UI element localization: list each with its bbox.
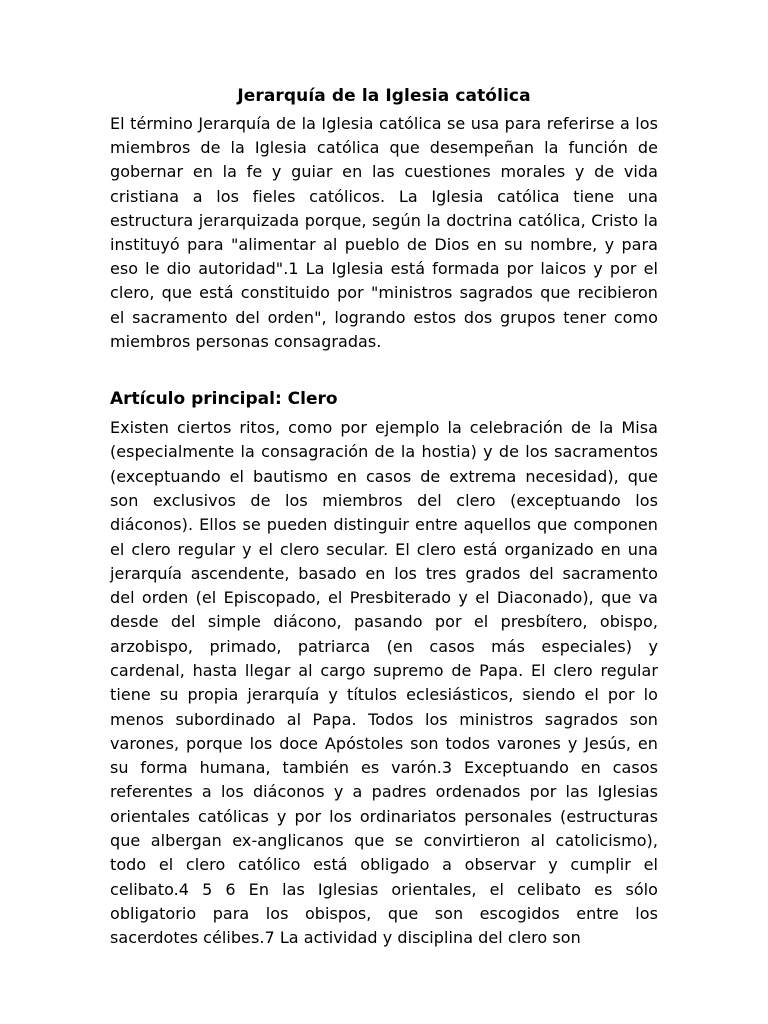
intro-paragraph: El término Jerarquía de la Iglesia católica se usa para referirse a los miembros de la Iglesia católica que desempeñan la función de gobernar en la fe y guiar en las cuestiones morales y de vida cristiana a los fieles católicos. La Iglesia católica tiene una estructura jerarquizada porque, según la doctrina católica, Cristo la instituyó para "alimentar al pueblo de Dios en su nombre, y para eso le dio autoridad".1 La Iglesia está formada por laicos y por el clero, que está constituido por "ministros sagrados que recibieron el sacramento del orden", logrando estos dos grupos tener como miembros personas consagradas. (110, 114, 658, 351)
document-title: Jerarquía de la Iglesia católica (237, 86, 531, 106)
document-page (110, 84, 658, 951)
section-paragraph: Existen ciertos ritos, como por ejemplo la celebración de la Misa (especialmente la consagración de la hostia) y de los sacramentos (exceptuando el bautismo en casos de extrema necesidad), que son exclusivos de los miembros del clero (exceptuando los diáconos). Ellos se pueden distinguir entre aquellos que componen el clero regular y el clero secular. El clero está organizado en una jerarquía ascendente, basado en los tres grados del sacramento del orden (el Episcopado, el Presbiterado y el Diaconado), que va desde del simple diácono, pasando por el presbítero, obispo, arzobispo, primado, patriarca (en casos más especiales) y cardenal, hasta llegar al cargo supremo de Papa. El clero regular tiene su propia jerarquía y títulos eclesiásticos, siendo el por lo menos subordinado al Papa. Todos los ministros sagrados son varones, porque los doce Apóstoles son todos varones y Jesús, en su forma humana, también es varón.3 Exceptuando en casos referentes a los diáconos y a padres ordenados por las Iglesias orientales católicas y por los ordinariatos personales (estructuras que albergan ex-anglicanos que se convirtieron al catolicismo), todo el clero católico está obligado a observar y cumplir el celibato.4 5 6 En las Iglesias orientales, el celibato es sólo obligatorio para los obispos, que son escogidos entre los sacerdotes célibes.7 La actividad y disciplina del clero son (110, 418, 658, 948)
section-heading: Artículo principal: Clero (110, 389, 338, 410)
